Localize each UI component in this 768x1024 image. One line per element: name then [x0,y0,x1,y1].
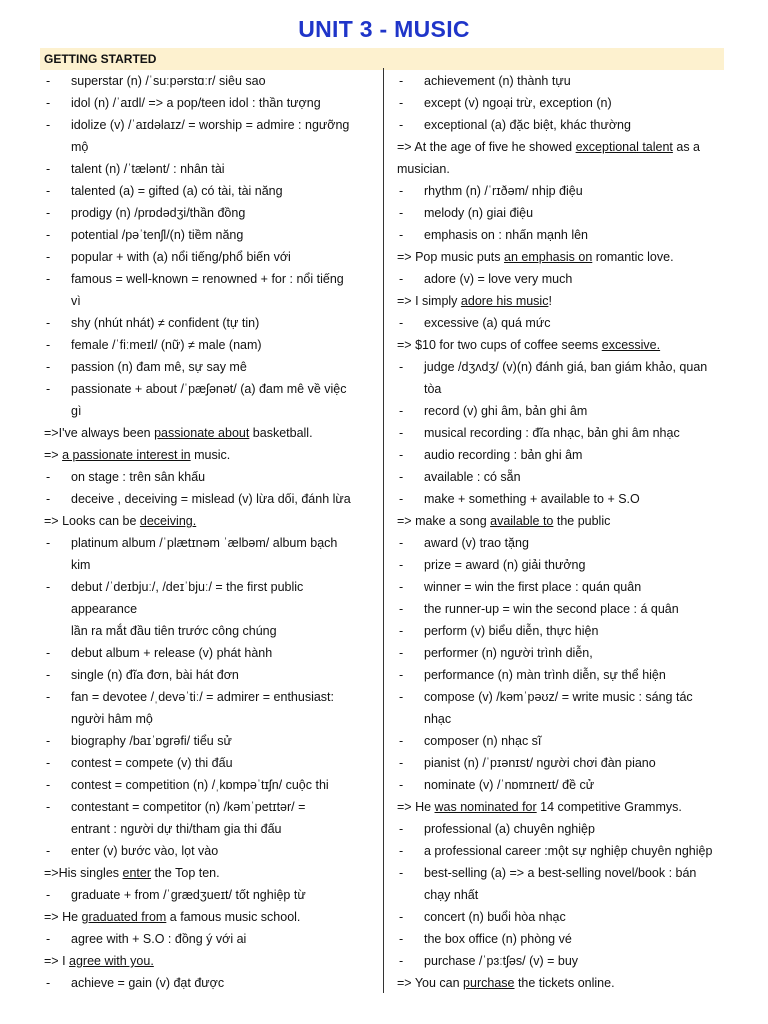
vocab-text: available : có sẵn [424,470,521,484]
vocab-text: achievement (n) thành tựu [424,74,571,88]
vocab-text: audio recording : bản ghi âm [424,448,583,462]
bullet-dash: - [46,338,51,352]
vocab-entry [397,488,732,510]
underlined-phrase: was nominated for [434,800,537,814]
vocab-text: biography /baɪˈɒgrəfi/ tiểu sử [71,734,232,748]
vocab-text: talented (a) = gifted (a) có tài, tài năng [71,184,283,198]
bullet-dash: - [399,74,404,88]
vocab-text: prodigy (n) /prɒdədʒi/thần đồng [71,206,246,220]
vocab-entry [397,730,732,752]
vocab-text: performer (n) người trình diễn, [424,646,593,660]
vocab-text: deceive , deceiving = mislead (v) lừa dối, đánh lừa [71,492,351,506]
vocab-entry [397,642,732,664]
vocab-text: performance (n) màn trình diễn, sự thể hiện [424,668,666,682]
underlined-phrase: excessive. [601,338,661,352]
example-text: =>I've always been [44,426,155,440]
vocab-continuation: entrant : người dự thi/tham gia thi đấu [71,822,282,836]
vocab-entry [397,180,732,202]
bullet-dash: - [399,96,404,110]
example-text: => make a song [397,514,491,528]
vocab-entry [397,862,732,884]
bullet-dash: - [46,800,51,814]
bullet-dash: - [46,976,51,990]
vocab-text: winner = win the first place : quán quân [424,580,642,594]
example-text: a famous music school. [166,910,301,924]
example-text: =>His singles [44,866,123,880]
vocab-text: musical recording : đĩa nhạc, bản ghi âm nhạc [424,426,680,440]
section-title: GETTING STARTED [44,52,157,66]
underlined-phrase: available to [490,514,554,528]
vocab-entry [44,686,374,708]
example-text: the public [553,514,611,528]
bullet-dash: - [46,118,51,132]
vocab-entry [44,268,374,290]
vocab-text: rhythm (n) /ˈrɪðəm/ nhịp điệu [424,184,583,198]
vocab-continuation: vì [71,294,81,308]
bullet-dash: - [46,250,51,264]
vocab-entry [44,774,374,796]
vocab-text: nominate (v) /ˈnɒmɪneɪt/ đề cử [424,778,595,792]
vocab-text: make + something + available to + S.O [424,492,640,506]
vocab-entry [397,444,732,466]
vocab-text: achieve = gain (v) đạt được [71,976,225,990]
vocab-text: the runner-up = win the second place : á quân [424,602,679,616]
vocab-text: single (n) đĩa đơn, bài hát đơn [71,668,239,682]
underlined-phrase: agree with you. [69,954,154,968]
example-text: => Looks can be [44,514,140,528]
underlined-phrase: adore his music [460,294,549,308]
vocab-entry [44,70,374,92]
vocab-entry [397,422,732,444]
vocab-entry [44,488,374,510]
vocab-entry [397,840,732,862]
vocab-text: judge /dʒʌdʒ/ (v)(n) đánh giá, ban giám khảo, quan [424,360,708,374]
underlined-phrase: enter [122,866,152,880]
vocab-entry [397,400,732,422]
vocab-text: debut /ˈdeɪbjuː/, /deɪˈbjuː/ = the first public [71,580,304,594]
vocab-entry [44,576,374,598]
bullet-dash: - [46,382,51,396]
bullet-dash: - [46,316,51,330]
bullet-dash: - [399,558,404,572]
underlined-phrase: exceptional talent [575,140,673,154]
example-text: => He [397,800,435,814]
vocab-text: on stage : trên sân khấu [71,470,206,484]
vocab-text: composer (n) nhạc sĩ [424,734,542,748]
vocab-entry [397,202,732,224]
vocab-text: debut album + release (v) phát hành [71,646,273,660]
underlined-phrase: deceiving. [139,514,197,528]
example-sentence [397,972,732,994]
bullet-dash: - [399,624,404,638]
example-sentence [397,510,732,532]
example-sentence [397,136,732,158]
underlined-phrase: an emphasis on [504,250,593,264]
bullet-dash: - [399,448,404,462]
example-text: => I [44,954,70,968]
bullet-dash: - [46,74,51,88]
example-sentence [397,158,732,180]
example-text: as a [672,140,701,154]
vocab-entry [397,268,732,290]
bullet-dash: - [399,316,404,330]
vocab-continuation: appearance [71,602,138,616]
left-column [44,70,374,994]
vocab-text: excessive (a) quá mức [424,316,551,330]
bullet-dash: - [399,118,404,132]
bullet-dash: - [46,162,51,176]
vocab-continuation: mộ [71,140,89,154]
example-text: the Top ten. [151,866,220,880]
bullet-dash: - [399,272,404,286]
bullet-dash: - [399,470,404,484]
vocab-entry [44,840,374,862]
bullet-dash: - [46,206,51,220]
bullet-dash: - [399,866,404,880]
vocab-continuation: chạy nhất [424,888,479,902]
bullet-dash: - [46,536,51,550]
vocab-text: contest = compete (v) thi đấu [71,756,233,770]
vocab-entry [44,356,374,378]
example-text: => I simply [397,294,461,308]
bullet-dash: - [399,404,404,418]
example-sentence [397,290,732,312]
bullet-dash: - [399,910,404,924]
vocab-text: melody (n) giai điệu [424,206,534,220]
vocab-text: talent (n) /ˈtælənt/ : nhân tài [71,162,225,176]
bullet-dash: - [46,184,51,198]
bullet-dash: - [399,954,404,968]
example-text: => [44,448,63,462]
vocab-text: emphasis on : nhấn mạnh lên [424,228,588,242]
bullet-dash: - [399,360,404,374]
bullet-dash: - [399,690,404,704]
vocab-text: potential /pəˈtenʃl/(n) tiềm năng [71,228,244,242]
vocab-entry [397,92,732,114]
example-sentence [44,906,374,928]
vocab-entry [44,158,374,180]
vocab-text: platinum album /ˈplætɪnəm ˈælbəm/ album bạch [71,536,338,550]
vocab-text: exceptional (a) đặc biệt, khác thường [424,118,631,132]
example-text: 14 competitive Grammys. [536,800,682,814]
vocab-continuation: tòa [424,382,442,396]
example-text: ! [548,294,552,308]
vocab-entry [44,202,374,224]
vocab-entry [44,664,374,686]
example-sentence [44,444,374,466]
bullet-dash: - [46,734,51,748]
bullet-dash: - [399,184,404,198]
vocab-entry [44,752,374,774]
vocab-entry [397,466,732,488]
bullet-dash: - [399,602,404,616]
vocab-text: the box office (n) phòng vé [424,932,572,946]
vocab-entry [397,620,732,642]
vocab-entry [44,246,374,268]
example-sentence [44,950,374,972]
vocab-entry [44,466,374,488]
example-sentence [44,510,374,532]
example-text: => He [44,910,82,924]
bullet-dash: - [399,668,404,682]
vocab-entry [397,114,732,136]
vocab-entry [44,312,374,334]
underlined-phrase: graduated from [81,910,167,924]
bullet-dash: - [399,426,404,440]
bullet-dash: - [46,668,51,682]
vocab-entry [44,334,374,356]
underlined-phrase: a passionate interest in [62,448,191,462]
vocab-text: except (v) ngoại trừ, exception (n) [424,96,612,110]
vocab-text: concert (n) buổi hòa nhạc [424,910,566,924]
example-sentence [44,422,374,444]
bullet-dash: - [46,96,51,110]
column-divider [383,68,384,993]
vocab-text: pianist (n) /ˈpɪənɪst/ người chơi đàn piano [424,756,656,770]
bullet-dash: - [399,756,404,770]
example-text: the tickets online. [514,976,615,990]
vocab-entry [44,884,374,906]
vocab-text: popular + with (a) nổi tiếng/phổ biến với [71,250,291,264]
vocab-text: shy (nhút nhát) ≠ confident (tự tin) [71,316,260,330]
vocab-entry [397,774,732,796]
vocab-text: fan = devotee /ˌdevəˈtiː/ = admirer = enthusiast: [71,690,334,704]
example-sentence [397,334,732,356]
bullet-dash: - [399,492,404,506]
example-sentence [397,246,732,268]
vocab-text: record (v) ghi âm, bản ghi âm [424,404,588,418]
bullet-dash: - [399,932,404,946]
vocab-entry [44,972,374,994]
bullet-dash: - [399,536,404,550]
bullet-dash: - [46,272,51,286]
underlined-phrase: purchase [463,976,515,990]
vocab-text: purchase /ˈpɜːtʃəs/ (v) = buy [424,954,579,968]
bullet-dash: - [399,822,404,836]
bullet-dash: - [399,778,404,792]
vocab-text: female /ˈfiːmeɪl/ (nữ) ≠ male (nam) [71,338,262,352]
vocab-text: prize = award (n) giải thưởng [424,558,586,572]
vocab-entry [44,224,374,246]
example-text: romantic love. [592,250,674,264]
vocab-entry [397,532,732,554]
vocab-text: adore (v) = love very much [424,272,573,286]
vocab-entry [397,576,732,598]
vocab-text: enter (v) bước vào, lọt vào [71,844,219,858]
bullet-dash: - [46,690,51,704]
example-sentence [397,796,732,818]
bullet-dash: - [46,932,51,946]
vocab-text: award (v) trao tặng [424,536,529,550]
vocab-entry [397,70,732,92]
bullet-dash: - [46,580,51,594]
vocab-entry [44,114,374,136]
page-title: UNIT 3 - MUSIC [298,16,470,42]
vocab-entry [397,906,732,928]
vocab-entry [397,818,732,840]
vocab-text: idol (n) /ˈaɪdl/ => a pop/teen idol : thần tượng [71,96,321,110]
example-text: basketball. [249,426,313,440]
vocab-text: best-selling (a) => a best-selling novel/book : bán [424,866,697,880]
vocab-text: agree with + S.O : đồng ý với ai [71,932,247,946]
vocab-continuation: lần ra mắt đầu tiên trước công chúng [71,624,277,638]
bullet-dash: - [46,756,51,770]
vocab-entry [397,356,732,378]
vocab-continuation: người hâm mộ [71,712,153,726]
vocab-entry [44,532,374,554]
example-text: music. [190,448,231,462]
vocab-entry [44,928,374,950]
vocab-continuation: kim [71,558,91,572]
bullet-dash: - [46,470,51,484]
vocab-continuation: gì [71,404,82,418]
bullet-dash: - [46,492,51,506]
bullet-dash: - [46,646,51,660]
vocab-text: idolize (v) /ˈaɪdəlaɪz/ = worship = admire : ngưỡng [71,118,350,132]
vocab-text: contest = competition (n) /ˌkɒmpəˈtɪʃn/ cuộc thi [71,778,329,792]
vocab-entry [397,224,732,246]
bullet-dash: - [46,888,51,902]
vocab-entry [397,950,732,972]
bullet-dash: - [399,734,404,748]
vocab-entry [44,92,374,114]
bullet-dash: - [399,844,404,858]
bullet-dash: - [399,646,404,660]
vocab-entry [44,642,374,664]
vocab-entry [44,180,374,202]
vocab-text: passion (n) đam mê, sự say mê [71,360,247,374]
example-text: => $10 for two cups of coffee seems [397,338,602,352]
vocab-entry [397,664,732,686]
vocab-text: professional (a) chuyên nghiệp [424,822,595,836]
example-text: => Pop music puts [397,250,505,264]
vocab-text: a professional career :một sự nghiệp chuyên nghiệp [424,844,713,858]
vocab-entry [397,686,732,708]
vocab-text: superstar (n) /ˈsuːpərstɑːr/ siêu sao [71,74,266,88]
example-sentence [44,862,374,884]
example-text: musician. [397,162,450,176]
bullet-dash: - [46,844,51,858]
vocab-text: passionate + about /ˈpæʃənət/ (a) đam mê về việc [71,382,347,396]
vocab-entry [397,598,732,620]
vocab-continuation: nhạc [424,712,452,726]
example-text: => You can [397,976,464,990]
vocab-text: famous = well-known = renowned + for : nổi tiếng [71,272,344,286]
vocab-entry [44,378,374,400]
bullet-dash: - [399,228,404,242]
vocab-text: graduate + from /ˈgrædʒueɪt/ tốt nghiệp từ [71,888,306,902]
bullet-dash: - [399,206,404,220]
vocab-text: compose (v) /kəmˈpəʊz/ = write music : sáng tác [424,690,693,704]
vocab-text: perform (v) biểu diễn, thực hiện [424,624,599,638]
vocab-entry [397,312,732,334]
vocab-entry [397,752,732,774]
underlined-phrase: passionate about [154,426,250,440]
vocab-text: contestant = competitor (n) /kəmˈpetɪtər/ = [71,800,306,814]
vocab-entry [44,796,374,818]
right-column [397,70,732,994]
bullet-dash: - [46,778,51,792]
bullet-dash: - [399,580,404,594]
bullet-dash: - [46,228,51,242]
bullet-dash: - [46,360,51,374]
vocab-entry [397,928,732,950]
vocab-entry [44,730,374,752]
example-text: => At the age of five he showed [397,140,576,154]
vocab-entry [397,554,732,576]
